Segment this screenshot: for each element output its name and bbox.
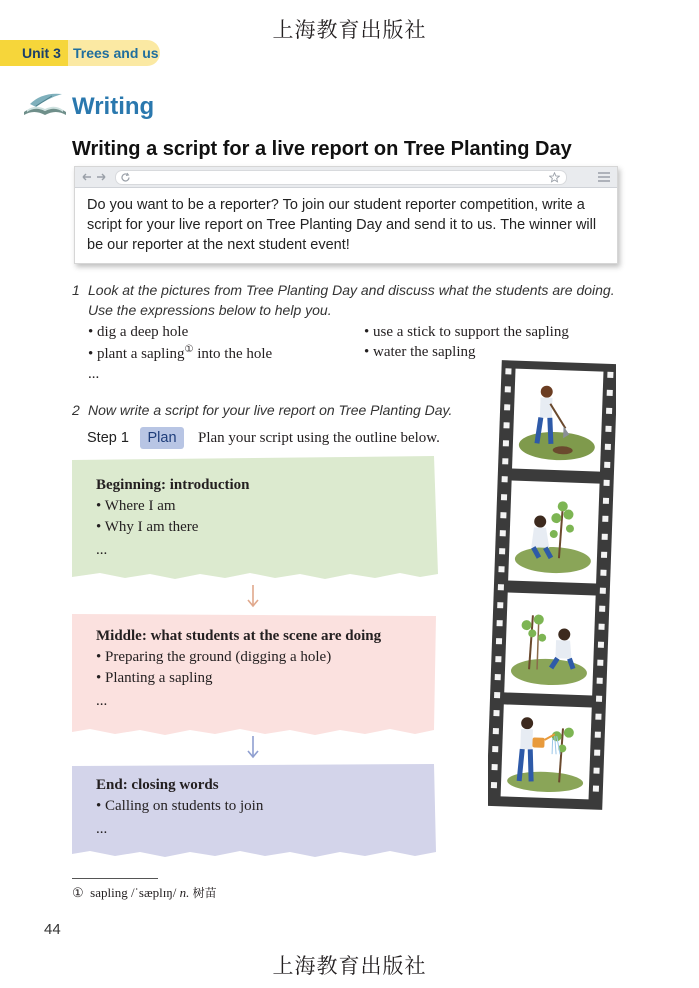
expression-item: • use a stick to support the sapling xyxy=(364,324,569,340)
plan-description: Plan your script using the outline below. xyxy=(198,430,440,446)
beginning-heading: Beginning: introduction xyxy=(96,477,250,493)
task1-line2: Use the expressions below to help you. xyxy=(88,302,332,318)
task1-number: 1 xyxy=(72,282,80,298)
plan-badge: Plan xyxy=(140,427,184,449)
outline-item: • Preparing the ground (digging a hole) xyxy=(96,649,332,665)
unit-name: Trees and us xyxy=(73,45,159,61)
middle-heading: Middle: what students at the scene are doing xyxy=(96,628,382,644)
footnote-phonetic: /ˈsæplɪŋ/ xyxy=(130,885,177,900)
footnote-rule xyxy=(72,878,158,879)
outline-item: • Planting a sapling xyxy=(96,670,213,686)
footnote-pos: n. xyxy=(179,885,190,900)
expression-item: • plant a sapling① into the hole xyxy=(88,344,273,362)
refresh-icon xyxy=(120,172,131,183)
main-title: Writing a script for a live report on Tree Planting Day xyxy=(72,138,572,160)
address-bar xyxy=(115,170,567,185)
outline-item: • Calling on students to join xyxy=(96,798,264,814)
arrow-down-icon xyxy=(246,736,260,760)
task1-line1: Look at the pictures from Tree Planting Day and discuss what the students are doing. xyxy=(88,282,615,298)
unit-number: Unit 3 xyxy=(22,45,61,61)
footnote-word: sapling xyxy=(90,885,128,900)
browser-window xyxy=(74,166,618,264)
publisher-footer: 上海教育出版社 xyxy=(272,954,427,978)
competition-notice: Do you want to be a reporter? To join our student reporter competition, write a script for your live report on Tree Planting Day and send it to us. The winner will be our reporter at the next student event! xyxy=(87,197,597,253)
outline-item: • Where I am xyxy=(96,498,176,514)
outline-ellipsis: ... xyxy=(96,693,108,709)
footnote-ref: ① xyxy=(184,344,194,355)
task2-number: 2 xyxy=(72,402,80,418)
publisher-header: 上海教育出版社 xyxy=(272,18,427,42)
outline-ellipsis: ... xyxy=(96,821,108,837)
arrow-down-icon xyxy=(246,585,260,609)
page-number: 44 xyxy=(44,921,61,938)
step-label: Step 1 xyxy=(87,430,129,446)
expression-ellipsis: ... xyxy=(88,366,100,382)
open-book-icon xyxy=(22,90,68,118)
footnote-mark: ① xyxy=(72,885,84,900)
nav-arrows-icon xyxy=(81,171,109,183)
star-icon xyxy=(549,172,560,183)
outline-ellipsis: ... xyxy=(96,542,108,558)
footnote xyxy=(72,884,217,901)
footnote-meaning: 树苗 xyxy=(192,886,217,900)
outline-item: • Why I am there xyxy=(96,519,199,535)
browser-toolbar xyxy=(75,167,617,188)
expression-item: • water the sapling xyxy=(364,344,476,360)
end-heading: End: closing words xyxy=(96,777,219,793)
section-title: Writing xyxy=(72,93,155,120)
film-strip xyxy=(488,358,616,812)
task2-text: Now write a script for your live report on Tree Planting Day. xyxy=(88,402,453,418)
menu-icon xyxy=(597,171,611,183)
expression-item: • dig a deep hole xyxy=(88,324,189,340)
